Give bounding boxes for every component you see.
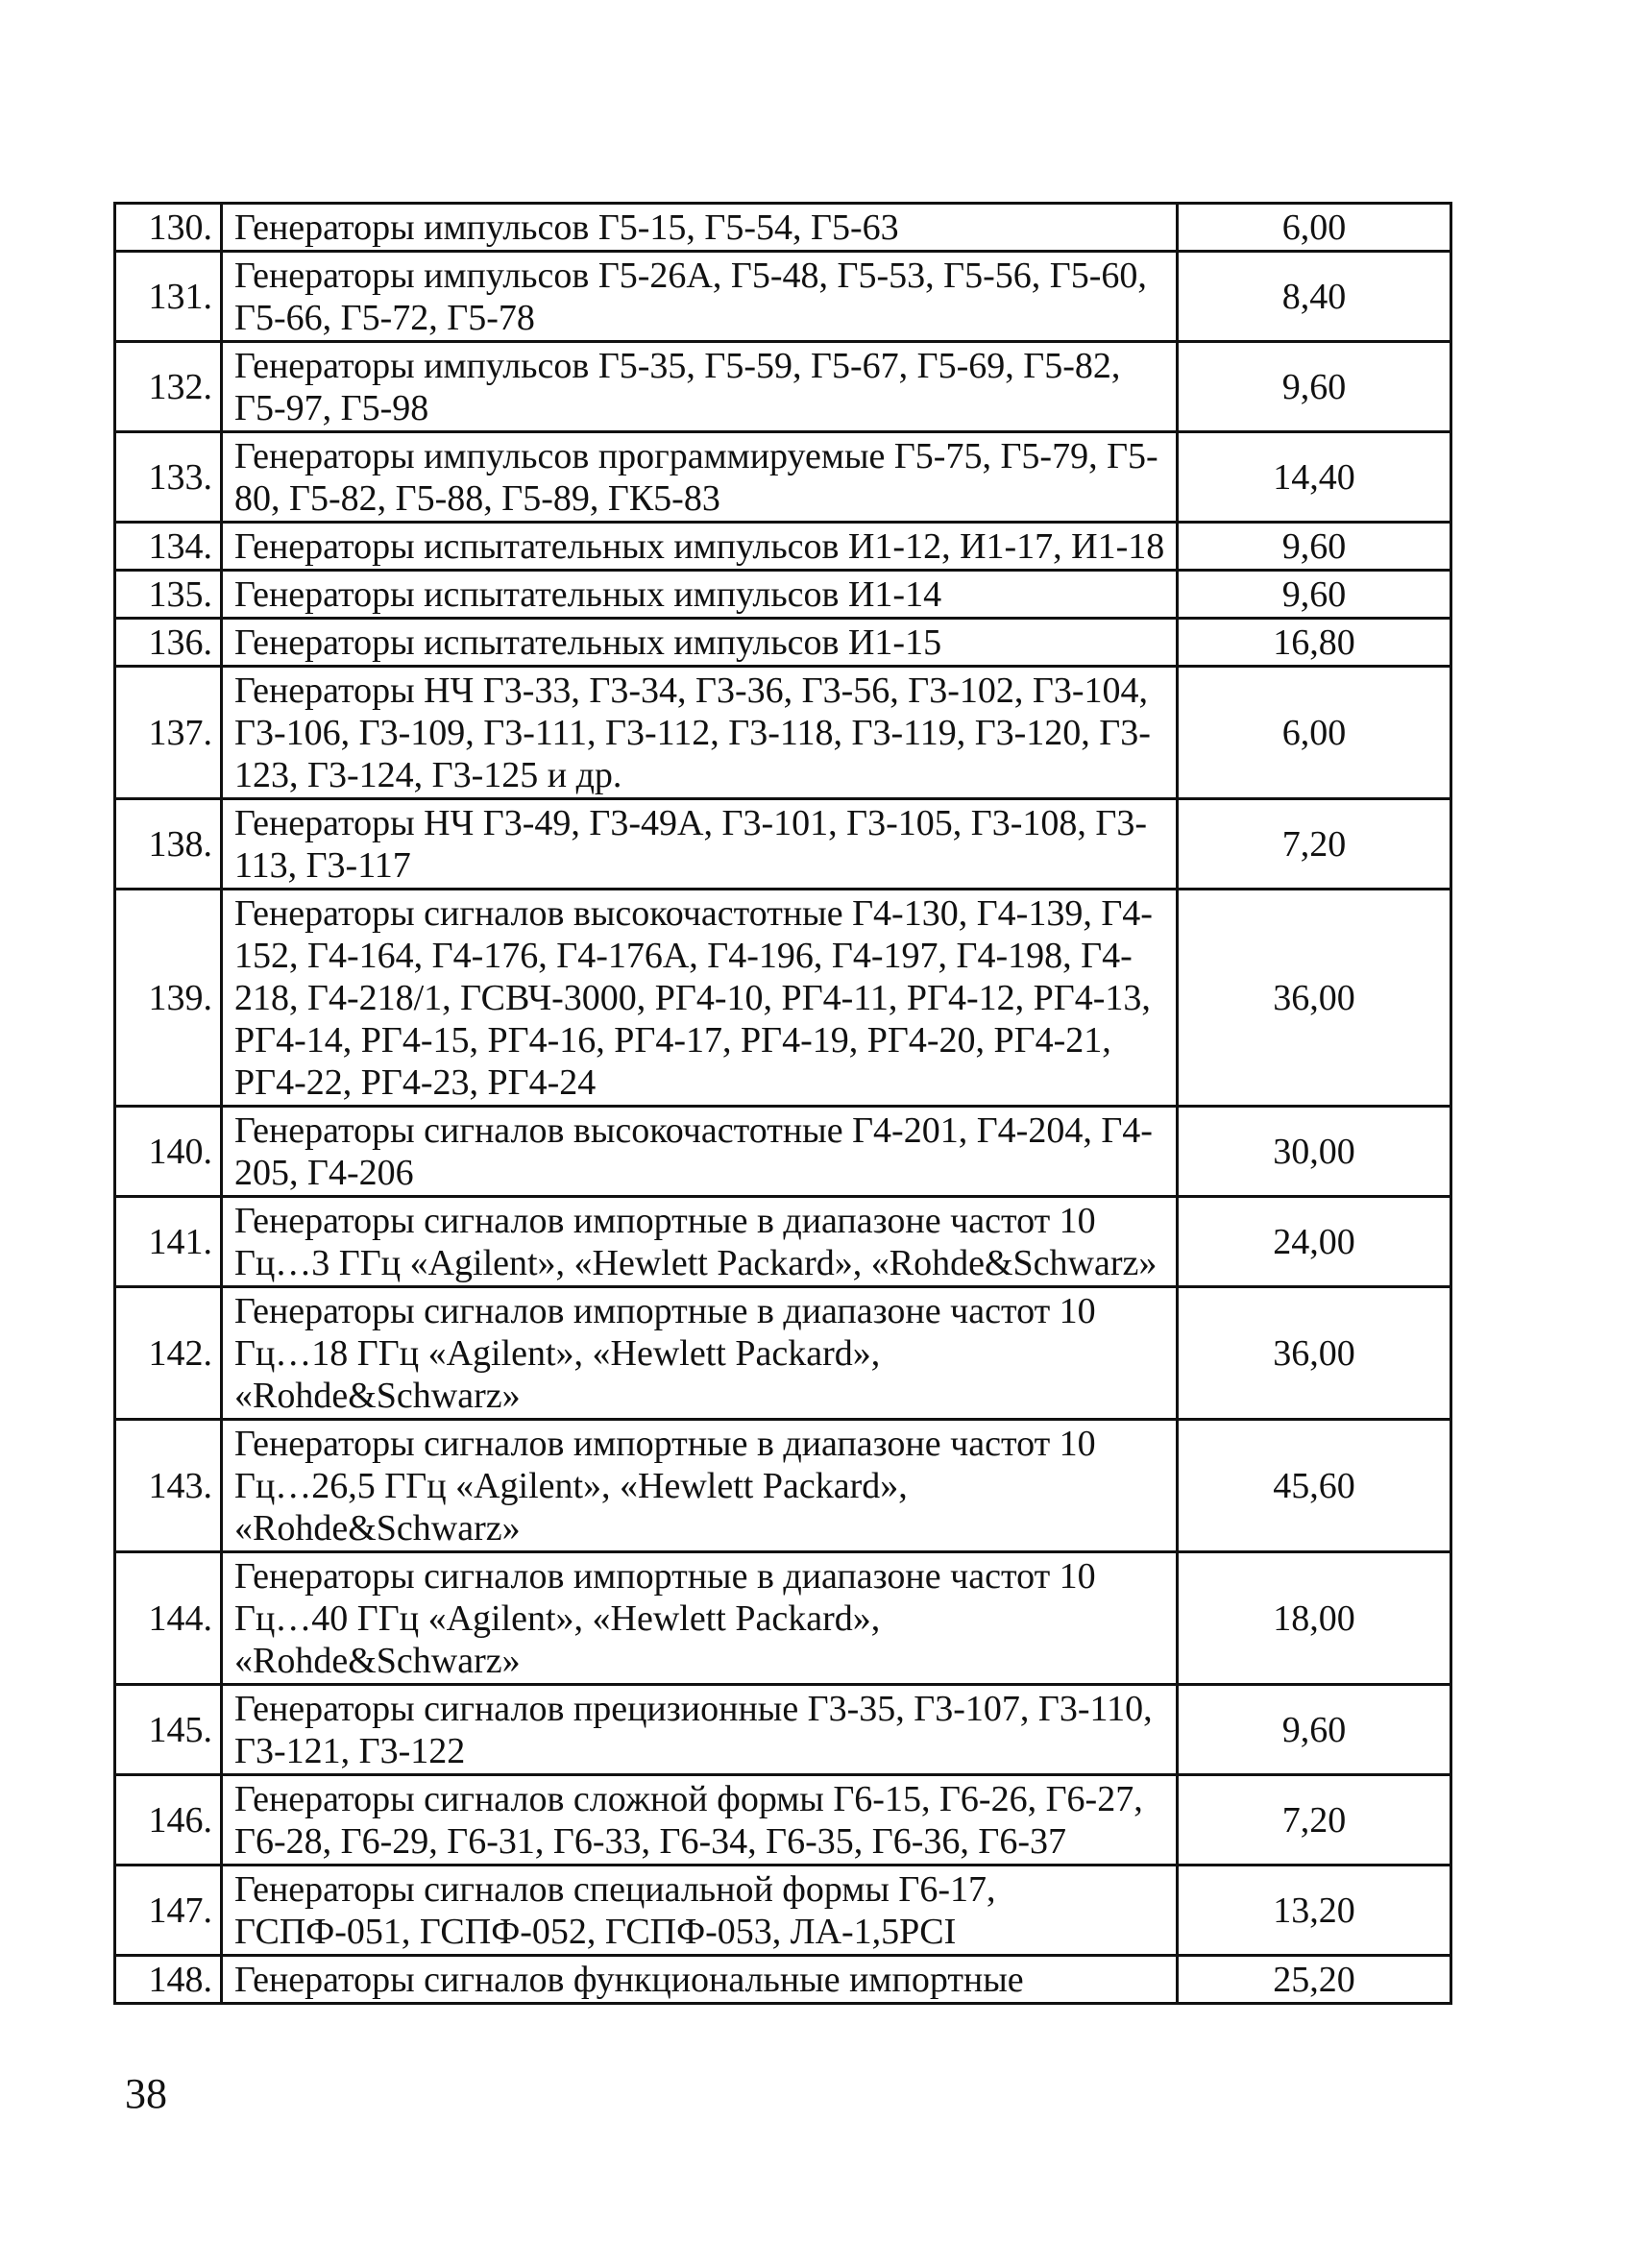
table-row — [115, 1552, 1451, 1685]
item-name: Генераторы импульсов программируемые Г5-75, Г5-79, Г5-80, Г5-82, Г5-88, Г5-89, ГК5-83 — [222, 432, 1178, 523]
item-name: Генераторы сигналов специальной формы Г6-17, ГСПФ-051, ГСПФ-052, ГСПФ-053, ЛА-1,5PCI — [222, 1866, 1178, 1956]
table-row — [115, 1775, 1451, 1866]
row-number: 138. — [115, 799, 222, 890]
price-table — [113, 202, 1452, 2005]
item-name: Генераторы сигналов импортные в диапазоне частот 10 Гц…18 ГГц «Agilent», «Hewlett Packard», «Rohde&Schwarz» — [222, 1287, 1178, 1420]
row-number: 140. — [115, 1107, 222, 1197]
row-number: 135. — [115, 571, 222, 619]
item-name: Генераторы сигналов высокочастотные Г4-201, Г4-204, Г4-205, Г4-206 — [222, 1107, 1178, 1197]
item-name: Генераторы испытательных импульсов И1-14 — [222, 571, 1178, 619]
table-row — [115, 890, 1451, 1107]
table-row — [115, 204, 1451, 252]
item-price: 9,60 — [1178, 571, 1451, 619]
item-name: Генераторы импульсов Г5-15, Г5-54, Г5-63 — [222, 204, 1178, 252]
item-price: 36,00 — [1178, 890, 1451, 1107]
table-row — [115, 1956, 1451, 2004]
item-price: 24,00 — [1178, 1197, 1451, 1287]
item-price: 6,00 — [1178, 204, 1451, 252]
row-number: 136. — [115, 619, 222, 667]
row-number: 131. — [115, 252, 222, 342]
item-price: 13,20 — [1178, 1866, 1451, 1956]
item-name: Генераторы сигналов сложной формы Г6-15, Г6-26, Г6-27, Г6-28, Г6-29, Г6-31, Г6-33, Г6-34, Г6-35, Г6-36, Г6-37 — [222, 1775, 1178, 1866]
item-name: Генераторы сигналов функциональные импортные — [222, 1956, 1178, 2004]
item-name: Генераторы сигналов импортные в диапазоне частот 10 Гц…26,5 ГГц «Agilent», «Hewlett Packard», «Rohde&Schwarz» — [222, 1420, 1178, 1552]
row-number: 130. — [115, 204, 222, 252]
table-row — [115, 1287, 1451, 1420]
item-name: Генераторы сигналов высокочастотные Г4-130, Г4-139, Г4-152, Г4-164, Г4-176, Г4-176А, Г4-196, Г4-197, Г4-198, Г4-218, Г4-218/1, ГСВЧ-3000, РГ4-10, РГ4-11, РГ4-12, РГ4-13, РГ4-14, РГ4-15, РГ4-16, РГ4-17, РГ4-19, РГ4-20, РГ4-21, РГ4-22, РГ4-23, РГ4-24 — [222, 890, 1178, 1107]
table-row — [115, 1107, 1451, 1197]
item-price: 9,60 — [1178, 342, 1451, 432]
row-number: 144. — [115, 1552, 222, 1685]
item-price: 9,60 — [1178, 523, 1451, 571]
item-price: 7,20 — [1178, 799, 1451, 890]
item-name: Генераторы НЧ Г3-33, Г3-34, Г3-36, Г3-56, Г3-102, Г3-104, Г3-106, Г3-109, Г3-111, Г3-112, Г3-118, Г3-119, Г3-120, Г3-123, Г3-124, Г3-125 и др. — [222, 667, 1178, 799]
table-row — [115, 523, 1451, 571]
item-name: Генераторы импульсов Г5-35, Г5-59, Г5-67, Г5-69, Г5-82, Г5-97, Г5-98 — [222, 342, 1178, 432]
item-price: 30,00 — [1178, 1107, 1451, 1197]
row-number: 148. — [115, 1956, 222, 2004]
row-number: 133. — [115, 432, 222, 523]
item-price: 16,80 — [1178, 619, 1451, 667]
row-number: 146. — [115, 1775, 222, 1866]
row-number: 147. — [115, 1866, 222, 1956]
item-name: Генераторы импульсов Г5-26А, Г5-48, Г5-53, Г5-56, Г5-60, Г5-66, Г5-72, Г5-78 — [222, 252, 1178, 342]
table-row — [115, 252, 1451, 342]
item-price: 36,00 — [1178, 1287, 1451, 1420]
row-number: 132. — [115, 342, 222, 432]
item-price: 45,60 — [1178, 1420, 1451, 1552]
table-row — [115, 342, 1451, 432]
item-name: Генераторы испытательных импульсов И1-12, И1-17, И1-18 — [222, 523, 1178, 571]
table-row — [115, 667, 1451, 799]
table-row — [115, 1197, 1451, 1287]
table-row — [115, 432, 1451, 523]
table-row — [115, 619, 1451, 667]
row-number: 139. — [115, 890, 222, 1107]
item-name: Генераторы сигналов импортные в диапазоне частот 10 Гц…3 ГГц «Agilent», «Hewlett Packard», «Rohde&Schwarz» — [222, 1197, 1178, 1287]
row-number: 142. — [115, 1287, 222, 1420]
table-row — [115, 799, 1451, 890]
item-name: Генераторы испытательных импульсов И1-15 — [222, 619, 1178, 667]
page-number: 38 — [125, 2070, 167, 2117]
item-name: Генераторы сигналов импортные в диапазоне частот 10 Гц…40 ГГц «Agilent», «Hewlett Packard», «Rohde&Schwarz» — [222, 1552, 1178, 1685]
row-number: 145. — [115, 1685, 222, 1775]
row-number: 141. — [115, 1197, 222, 1287]
item-price: 7,20 — [1178, 1775, 1451, 1866]
item-price: 18,00 — [1178, 1552, 1451, 1685]
table-row — [115, 1420, 1451, 1552]
table-row — [115, 1866, 1451, 1956]
item-price: 6,00 — [1178, 667, 1451, 799]
table-row — [115, 571, 1451, 619]
item-name: Генераторы НЧ Г3-49, Г3-49А, Г3-101, Г3-105, Г3-108, Г3-113, Г3-117 — [222, 799, 1178, 890]
row-number: 137. — [115, 667, 222, 799]
item-price: 8,40 — [1178, 252, 1451, 342]
item-price: 25,20 — [1178, 1956, 1451, 2004]
row-number: 143. — [115, 1420, 222, 1552]
table-row — [115, 1685, 1451, 1775]
price-table-body — [115, 204, 1451, 2004]
item-price: 14,40 — [1178, 432, 1451, 523]
item-price: 9,60 — [1178, 1685, 1451, 1775]
row-number: 134. — [115, 523, 222, 571]
item-name: Генераторы сигналов прецизионные Г3-35, Г3-107, Г3-110, Г3-121, Г3-122 — [222, 1685, 1178, 1775]
